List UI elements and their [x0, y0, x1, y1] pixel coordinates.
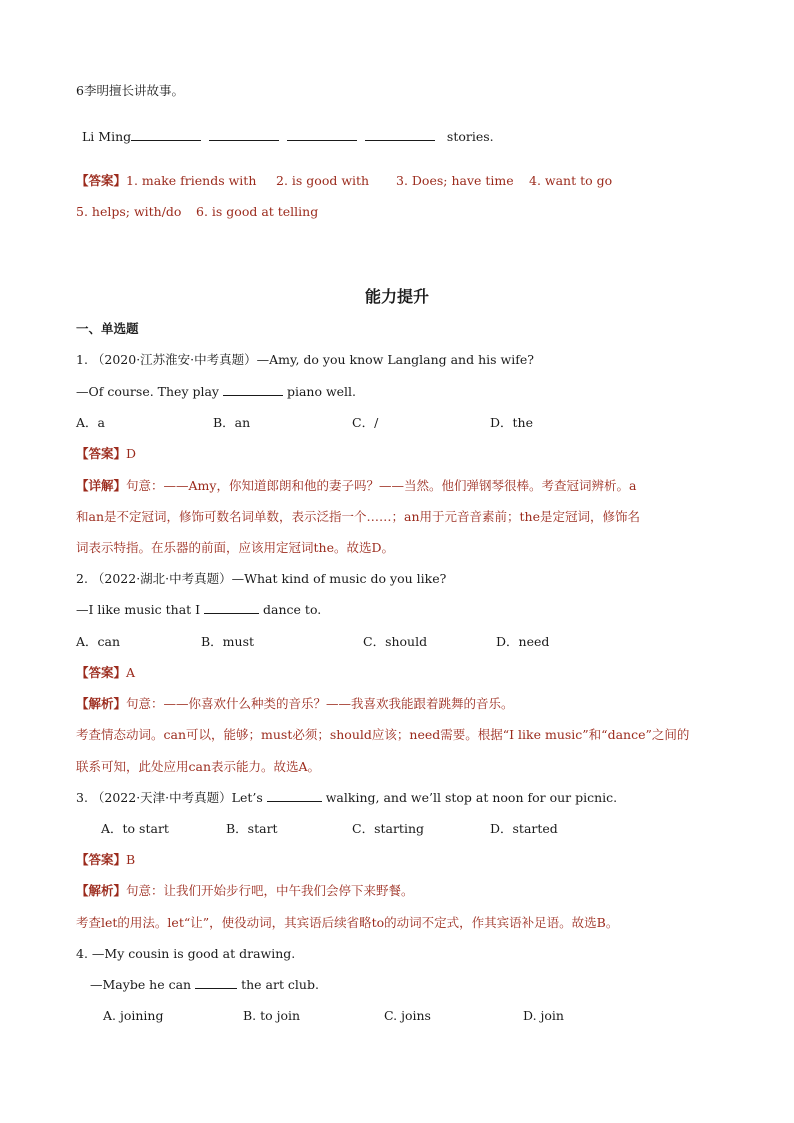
q4-blank[interactable]	[195, 976, 237, 989]
q6-prompt: 6李明擅长讲故事。	[76, 83, 184, 98]
q2-option-d[interactable]: D．need	[496, 634, 550, 649]
q6-fill-line	[82, 128, 494, 146]
q1-answer: 【答案】D	[76, 446, 137, 461]
q4-stem-line2: —Maybe he can the art club.	[90, 977, 319, 992]
q1-option-b[interactable]: B．an	[213, 415, 251, 430]
q6-blank-3[interactable]	[287, 128, 357, 141]
q4-stem: 4. —My cousin is good at drawing.	[76, 946, 296, 961]
answer-item-5: 5. helps; with/do	[76, 204, 182, 219]
q2-stem: 2. （2022·湖北·中考真题）—What kind of music do you like?	[76, 571, 447, 586]
q6-blank-4[interactable]	[365, 128, 435, 141]
answer-tag: 【答案】	[76, 173, 127, 188]
q3-option-c[interactable]: C．starting	[352, 821, 425, 836]
q1-stem: 1. （2020·江苏淮安·中考真题）—Amy, do you know Langlang and his wife?	[76, 352, 534, 367]
q1-option-c[interactable]: C．/	[352, 415, 379, 430]
q3-stem: 3. （2022·天津·中考真题）Let’s walking, and we’ll stop at noon for our picnic.	[76, 790, 618, 805]
q6-line-end: stories.	[446, 129, 494, 144]
q3-option-b[interactable]: B．start	[226, 821, 278, 836]
answer-block-line1	[76, 172, 256, 190]
section-title: 能力提升	[364, 287, 429, 306]
q1-explain-line1: 【详解】句意：——Amy，你知道郎朗和他的妻子吗？——当然。他们弹钢琴很棒。考查冠词辨析。a	[76, 478, 637, 493]
answer-item-1: 1. make friends with	[126, 173, 257, 188]
answer-item-6: 6. is good at telling	[196, 204, 319, 219]
q2-explain-line1: 【解析】句意：——你喜欢什么种类的音乐？——我喜欢我能跟着跳舞的音乐。	[76, 696, 514, 711]
q3-option-a[interactable]: A．to start	[101, 821, 169, 836]
q1-stem-line2: —Of course. They play piano well.	[76, 384, 357, 399]
q4-option-b[interactable]: B. to join	[243, 1008, 301, 1023]
q2-option-a[interactable]: A．can	[76, 634, 121, 649]
q2-option-c[interactable]: C．should	[363, 634, 428, 649]
answer-item-2: 2. is good with	[276, 173, 370, 188]
q1-option-a[interactable]: A．a	[76, 415, 105, 430]
q6-blank-2[interactable]	[209, 128, 279, 141]
q3-explain-line2: 考查let的用法。let“让”，使役动词，其宾语后续省略to的动词不定式，作其宾语补足语。故选B。	[76, 915, 619, 930]
q1-blank[interactable]	[223, 383, 283, 396]
q6-line-start: Li Ming	[82, 129, 132, 144]
q3-blank[interactable]	[267, 789, 322, 802]
q2-explain-line3: 联系可知，此处应用can表示能力。故选A。	[76, 759, 321, 774]
q6-blank-1[interactable]	[131, 128, 201, 141]
q3-option-d[interactable]: D．started	[490, 821, 558, 836]
q2-blank[interactable]	[204, 601, 259, 614]
q3-answer: 【答案】B	[76, 852, 136, 867]
q1-explain-line2: 和an是不定冠词，修饰可数名词单数，表示泛指一个……；an用于元音音素前；the是定冠词，修饰名	[76, 509, 640, 524]
q2-answer: 【答案】A	[76, 665, 136, 680]
q1-option-d[interactable]: D．the	[490, 415, 533, 430]
section-subtitle: 一、单选题	[76, 321, 139, 336]
q4-option-c[interactable]: C. joins	[384, 1008, 431, 1023]
q4-option-a[interactable]: A. joining	[103, 1008, 164, 1023]
q2-stem-line2: —I like music that I dance to.	[76, 602, 322, 617]
q3-explain-line1: 【解析】句意：让我们开始步行吧，中午我们会停下来野餐。	[76, 883, 414, 898]
q2-option-b[interactable]: B．must	[201, 634, 255, 649]
q4-option-d[interactable]: D. join	[523, 1008, 564, 1023]
answer-item-3: 3. Does; have time	[396, 173, 514, 188]
q2-explain-line2: 考查情态动词。can可以，能够；must必须；should应该；need需要。根据“I like music”和“dance”之间的	[76, 727, 690, 742]
q1-explain-line3: 词表示特指。在乐器的前面，应该用定冠词the。故选D。	[76, 540, 394, 555]
answer-item-4: 4. want to go	[529, 173, 613, 188]
